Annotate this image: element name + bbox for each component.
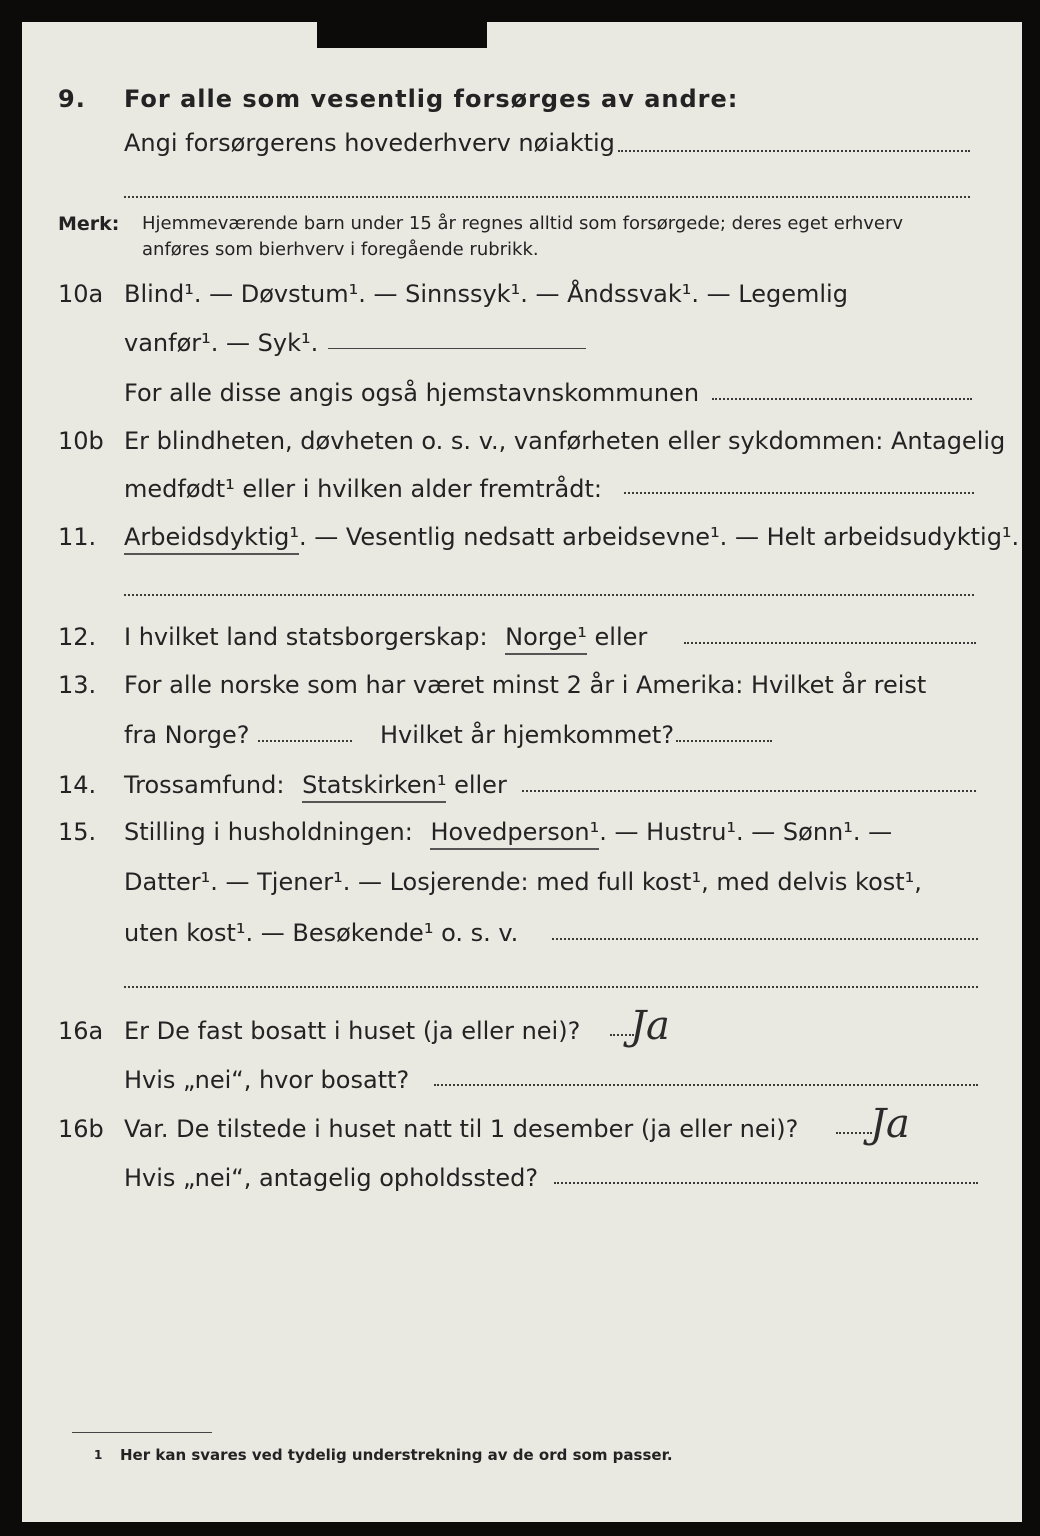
q12-number: 12.: [58, 623, 97, 651]
q13-line-1: For alle norske som har været minst 2 år i Amerika: Hvilket år reist: [124, 671, 927, 699]
q12-text: [124, 622, 647, 652]
q15-answer-field-2[interactable]: [124, 986, 978, 988]
q16b-line-1: Var. De tilstede i huset natt til 1 desember (ja eller nei)?: [124, 1115, 799, 1143]
merk-line-1: Hjemmeværende barn under 15 år regnes alltid som forsørgede; deres eget erhverv: [142, 213, 904, 234]
q13-number: 13.: [58, 671, 97, 699]
q9-number: 9.: [58, 85, 86, 113]
q16a-line-1: Er De fast bosatt i huset (ja eller nei)?: [124, 1017, 581, 1045]
q10a-line-3: For alle disse angis også hjemstavnskommunen: [124, 379, 700, 407]
q14-text: [124, 770, 507, 800]
footnote-mark: 1: [94, 1448, 103, 1462]
q14-suffix: eller: [454, 771, 507, 799]
q13-reist-field[interactable]: [258, 740, 352, 742]
census-form-page: [22, 22, 1022, 1522]
q16a-line-2: Hvis „nei“, hvor bosatt?: [124, 1066, 410, 1094]
q12-suffix: eller: [594, 623, 648, 651]
merk-label: Merk:: [58, 213, 120, 235]
q16b-number: 16b: [58, 1115, 104, 1143]
q10a-line-1: Blind¹. — Døvstum¹. — Sinnssyk¹. — Åndssvak¹. — Legemlig: [124, 280, 848, 308]
q10a-number: 10a: [58, 280, 104, 308]
q9-line-label: Angi forsørgerens hovederhverv nøiaktig: [124, 129, 615, 157]
q10b-line-1: Er blindheten, døvheten o. s. v., vanførheten eller sykdommen: Antagelig: [124, 427, 1006, 455]
merk-line-2: anføres som bierhverv i foregående rubrikk.: [142, 239, 539, 260]
q14-prefix: Trossamfund:: [124, 771, 285, 799]
q14-option-statskirken[interactable]: Statskirken¹: [302, 771, 446, 803]
q13-hjemkommet-field[interactable]: [676, 740, 772, 742]
q15-answer-field[interactable]: [552, 938, 978, 940]
q16b-line-2: Hvis „nei“, antagelig opholdssted?: [124, 1164, 539, 1192]
q15-prefix: Stilling i husholdningen:: [124, 818, 413, 846]
q12-answer-field[interactable]: [684, 642, 976, 644]
q16b-handwritten-answer[interactable]: Ja: [870, 1101, 910, 1147]
q12-prefix: I hvilket land statsborgerskap:: [124, 623, 488, 651]
q16a-handwritten-answer[interactable]: Ja: [630, 1003, 670, 1049]
q11-rest: . — Vesentlig nedsatt arbeidsevne¹. — Helt arbeidsudyktig¹.: [298, 523, 1020, 551]
q15-option-hovedperson[interactable]: Hovedperson¹: [430, 818, 599, 850]
page-tab-notch: [317, 22, 487, 48]
q16a-bosatt-field[interactable]: [434, 1084, 978, 1086]
q16b-opholdssted-field[interactable]: [554, 1182, 978, 1184]
q13-line-2a: fra Norge?: [124, 721, 250, 749]
q12-option-norge[interactable]: Norge¹: [505, 623, 587, 655]
q11-number: 11.: [58, 523, 97, 551]
q10b-number: 10b: [58, 427, 104, 455]
q9-answer-field[interactable]: [618, 150, 970, 152]
q14-answer-field[interactable]: [522, 790, 976, 792]
q11-answer-field[interactable]: [124, 594, 974, 596]
q10a-kommune-field[interactable]: [712, 398, 972, 400]
q15-text: [124, 817, 892, 847]
q11-option-arbeidsdyktig[interactable]: Arbeidsdyktig¹: [124, 523, 299, 555]
footnote-text: Her kan svares ved tydelig understrekning av de ord som passer.: [120, 1446, 673, 1464]
q10a-syk-field[interactable]: [328, 348, 586, 349]
q10a-line-2: vanfør¹. — Syk¹.: [124, 329, 319, 357]
q11-text: [124, 522, 1019, 552]
q10b-answer-field[interactable]: [624, 492, 974, 494]
q13-line-2b: Hvilket år hjemkommet?: [380, 721, 675, 749]
q15-line-2: Datter¹. — Tjener¹. — Losjerende: med full kost¹, med delvis kost¹,: [124, 868, 922, 896]
q16b-answer-leader: [836, 1132, 872, 1134]
q15-rest: . — Hustru¹. — Sønn¹. —: [599, 818, 893, 846]
q9-answer-field-2[interactable]: [124, 196, 970, 198]
q10b-line-2: medfødt¹ eller i hvilken alder fremtrådt:: [124, 475, 602, 503]
q15-number: 15.: [58, 818, 97, 846]
q15-line-3: uten kost¹. — Besøkende¹ o. s. v.: [124, 919, 519, 947]
footnote-rule: [72, 1432, 212, 1433]
q9-heading: For alle som vesentlig forsørges av andre:: [124, 85, 739, 113]
q16a-number: 16a: [58, 1017, 104, 1045]
q14-number: 14.: [58, 771, 97, 799]
